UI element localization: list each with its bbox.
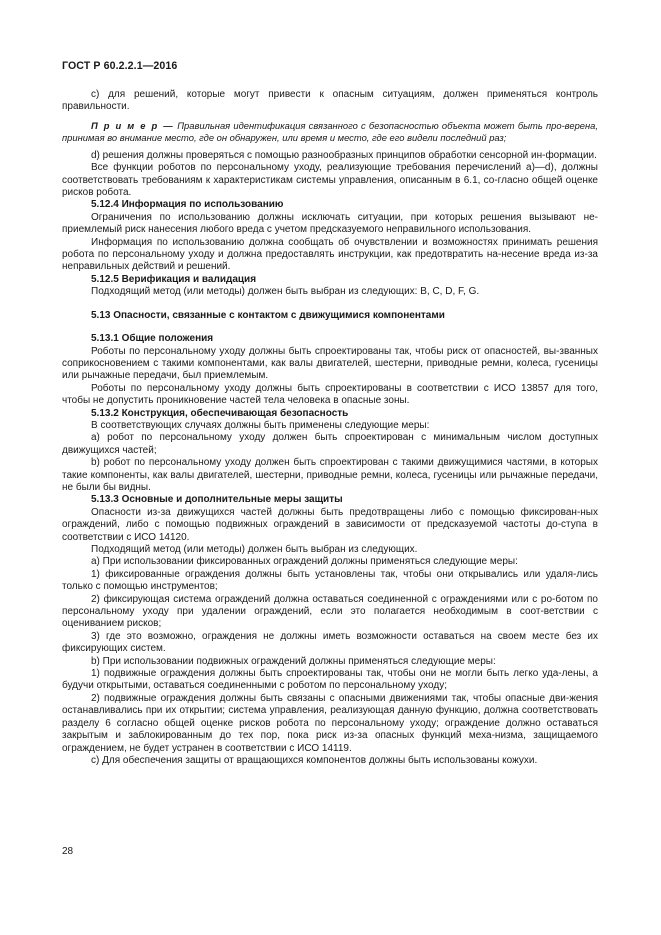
list-item-a: а) При использовании фиксированных ограждений должны применяться следующие меры: (91, 556, 518, 568)
section-heading-5-13-3: 5.13.3 Основные и дополнительные меры защиты (91, 494, 343, 506)
paragraph: Роботы по персональному уходу должны быть спроектированы так, чтобы риск от опасностей, вы-званных соприкосновением с такими компонентами, как валы двигателей, шестерни, приводные ремни, колеса, гусеницы или рычажные передачи, был приемлемым. (62, 345, 598, 382)
paragraph: Роботы по персональному уходу должны быть спроектированы в соответствии с ИСО 13857 для того, чтобы не допустить проникновение частей тела человека в опасные зоны. (62, 382, 598, 407)
section-heading-5-12-4: 5.12.4 Информация по использованию (91, 199, 284, 211)
paragraph: Подходящий метод (или методы) должен быть выбран из следующих: В, С, D, F, G. (91, 286, 480, 298)
standard-designation: ГОСТ Р 60.2.2.1—2016 (62, 60, 178, 72)
list-item-a: а) робот по персональному уходу должен быть спроектирован с минимальным числом доступных движущихся частей; (62, 432, 598, 456)
list-item-b: b) При использовании подвижных ограждений должны применяться следующие меры: (91, 655, 496, 667)
paragraph: Ограничения по использованию должны исключать ситуации, при которых решения вызывают не-приемлемый риск нанесения любого вреда с учетом предсказуемого неправильного использования. (62, 211, 598, 236)
list-item-1: 1) подвижные ограждения должны быть спроектированы так, чтобы они не могли быть легко уда-лены, а будучи открытыми, оставаться соединенными с роботом по персональному уходу; (62, 668, 598, 692)
list-item-d: d) решения должны проверяться с помощью разнообразных принципов обработки сенсорной ин-формации. (91, 149, 597, 161)
list-item-b: b) робот по персональному уходу должен быть спроектирован с такими движущимися частями, в которых такие компоненты, как валы двигателей, шестерни, приводные ремни, колеса, гусеницы или рычажные передачи, не были бы видны. (62, 457, 598, 493)
list-item-1: 1) фиксированные ограждения должны быть установлены так, чтобы они открывались или удаля-лись только с помощью инструментов; (62, 568, 598, 593)
section-heading-5-13-2: 5.13.2 Конструкция, обеспечивающая безопасность (91, 407, 349, 419)
example-note (62, 120, 598, 144)
paragraph: В соответствующих случаях должны быть применены следующие меры: (91, 419, 430, 431)
list-item-3: 3) где это возможно, ограждения не должны иметь возможности оставаться на своем месте без их фиксирующих систем. (62, 630, 598, 655)
example-label: П р и м е р — (91, 119, 175, 131)
list-item-c: с) для решений, которые могут привести к опасным ситуациям, должен применяться контроль правильности. (62, 89, 598, 113)
page-number: 28 (62, 846, 74, 857)
section-heading-5-13-1: 5.13.1 Общие положения (91, 333, 214, 345)
example-text: Правильная идентификация связанного с безопасностью объекта может быть про-верена, принимая во внимание место, где он обнаружен, или время и место, где его видели последний раз; (62, 119, 598, 143)
paragraph: Опасности из-за движущихся частей должны быть предотвращены либо с помощью фиксирован-ных ограждений, либо с помощью подвижных ограждений в зависимости от предсказуемой частоты до-ступа в соответствии с ИСО 14120. (62, 506, 598, 543)
section-heading-5-12-5: 5.12.5 Верификация и валидация (91, 273, 257, 285)
paragraph: Информация по использованию должна сообщать об очувствлении и возможностях принимать решения робота по персональному уходу и должна предоставлять инструкции, как предотвратить на-несение вреда из-за неправильных действий и решений. (62, 236, 598, 273)
list-item-c: с) Для обеспечения защиты от вращающихся компонентов должны быть использованы кожухи. (91, 754, 538, 766)
section-heading-5-13: 5.13 Опасности, связанные с контактом с движущимися компонентами (91, 309, 445, 321)
paragraph: Подходящий метод (или методы) должен быть выбран из следующих. (91, 544, 418, 555)
list-item-2: 2) фиксирующая система ограждений должна оставаться соединенной с ограждениями или с ро-ботом по персональному уходу при удалении ограждений, если это полагается необходимым в соот-ветствии с оцениванием рисков; (62, 593, 598, 630)
paragraph: Все функции роботов по персональному уходу, реализующие требования перечислений а)—d), должны соответствовать требованиям к характеристикам системы управления, описанным в 6.1, со-гласно общей оценке рисков робота. (62, 162, 598, 199)
document-body (62, 89, 598, 767)
list-item-2: 2) подвижные ограждения должны быть связаны с опасными движениями так, чтобы опасные дви-жения останавливались при их открытии; система управления, реализующая данную функцию, должна соответствовать разделу 6 согласно общей оценке рисков робота по персональному уходу; ограждение должно оставаться закрытым и заблокированным до тех пор, пока риск из-за опасных функций меха-низма, защищаемого ограждением, не будет устранен в соответствии с ИСО 14119. (62, 692, 598, 754)
